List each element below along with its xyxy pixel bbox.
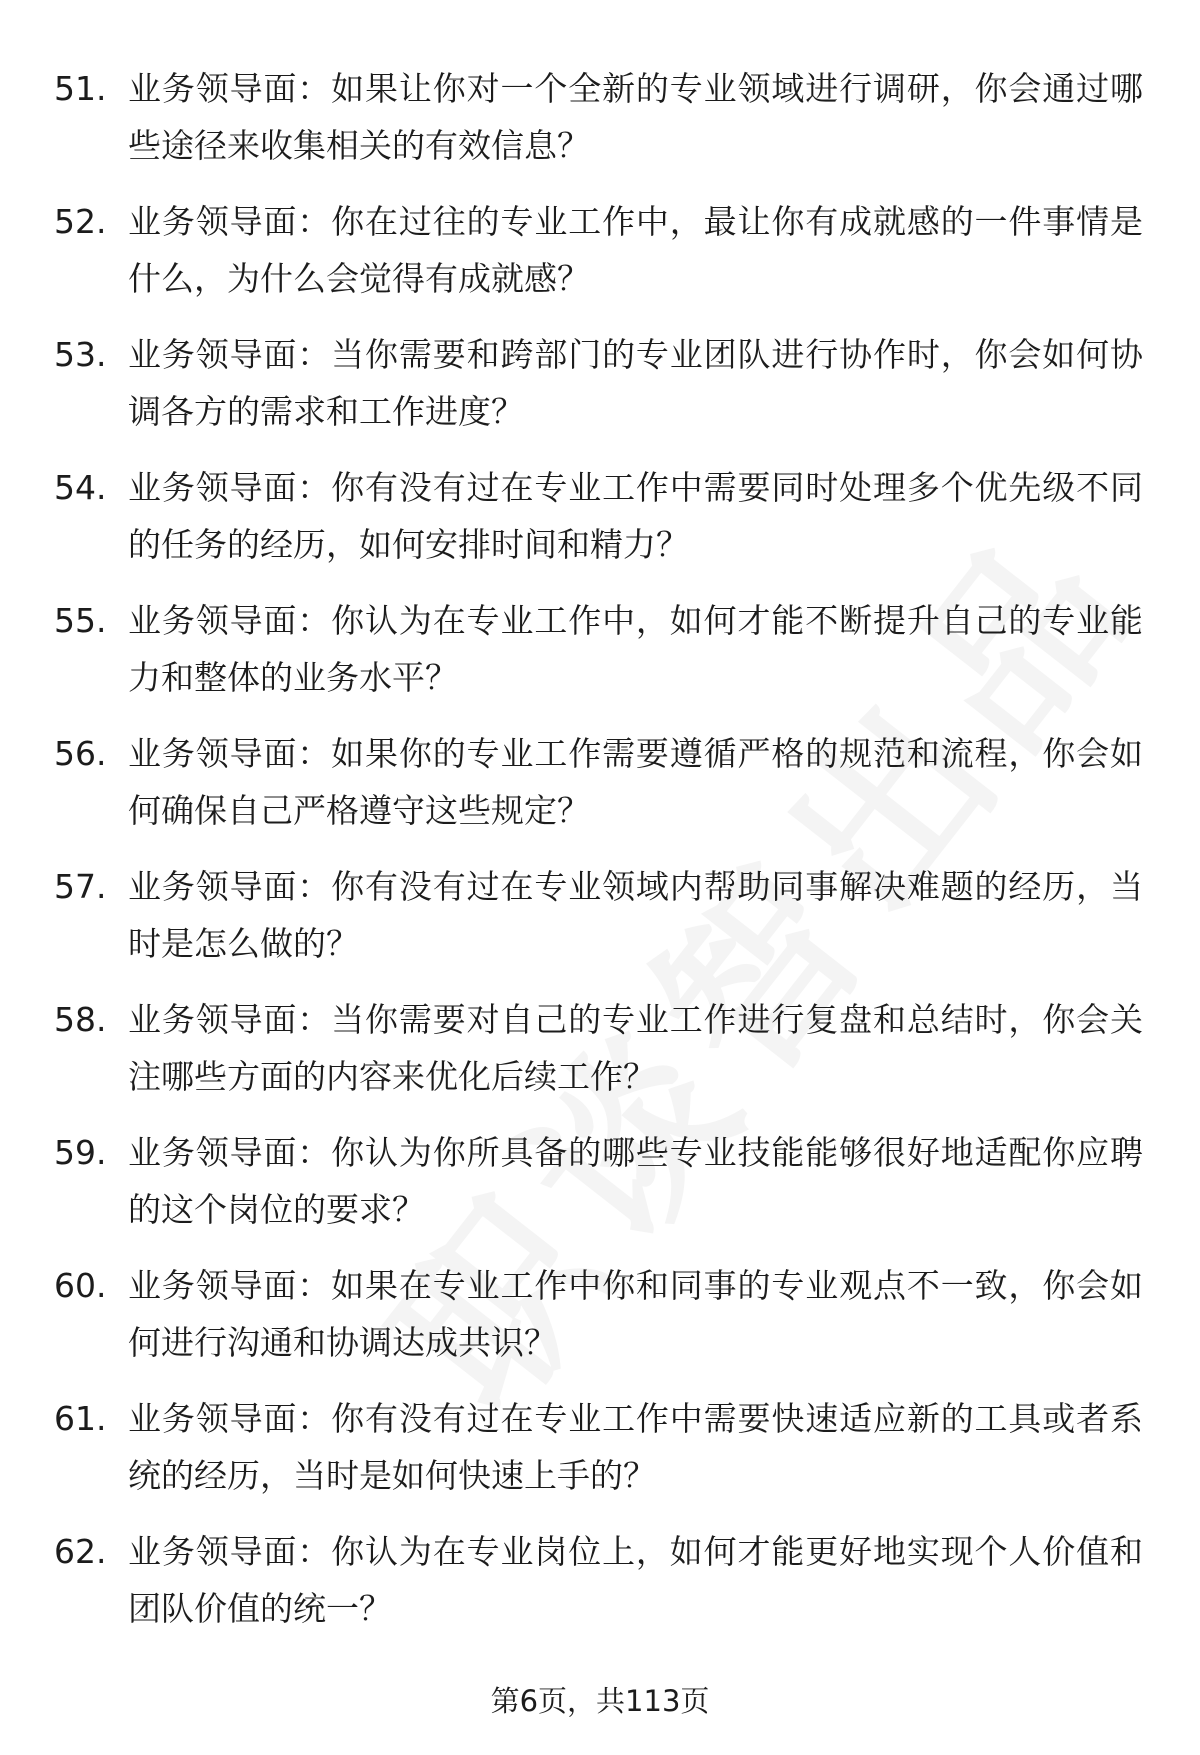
question-number: 56. (54, 734, 107, 773)
question-number: 55. (54, 601, 107, 640)
question-number: 62. (54, 1532, 107, 1571)
question-text: 业务领导面：你有没有过在专业领域内帮助同事解决难题的经历，当时是怎么做的？ (128, 867, 1143, 963)
question-item (0, 1124, 1200, 1257)
question-number: 57. (54, 867, 107, 906)
question-text: 业务领导面：如果你的专业工作需要遵循严格的规范和流程，你会如何确保自己严格遵守这些规定？ (128, 734, 1143, 830)
question-item (0, 592, 1200, 725)
question-item (0, 858, 1200, 991)
question-text: 业务领导面：如果让你对一个全新的专业领域进行调研，你会通过哪些途径来收集相关的有效信息？ (128, 69, 1143, 165)
question-text: 业务领导面：你认为在专业工作中，如何才能不断提升自己的专业能力和整体的业务水平？ (128, 601, 1143, 697)
question-item (0, 326, 1200, 459)
question-text: 业务领导面：你有没有过在专业工作中需要快速适应新的工具或者系统的经历，当时是如何快速上手的？ (128, 1399, 1143, 1495)
question-text: 业务领导面：你认为你所具备的哪些专业技能能够很好地适配你应聘的这个岗位的要求？ (128, 1133, 1143, 1229)
question-number: 52. (54, 202, 107, 241)
question-text: 业务领导面：你有没有过在专业工作中需要同时处理多个优先级不同的任务的经历，如何安排时间和精力？ (128, 468, 1143, 564)
question-item (0, 193, 1200, 326)
question-item (0, 459, 1200, 592)
question-list (0, 60, 1200, 1656)
question-text: 业务领导面：当你需要和跨部门的专业团队进行协作时，你会如何协调各方的需求和工作进度？ (128, 335, 1143, 431)
page-number-footer: 第6页，共113页 (490, 1684, 710, 1718)
question-number: 59. (54, 1133, 107, 1172)
question-number: 51. (54, 69, 107, 108)
question-text: 业务领导面：如果在专业工作中你和同事的专业观点不一致，你会如何进行沟通和协调达成共识？ (128, 1266, 1143, 1362)
question-item (0, 1257, 1200, 1390)
question-text: 业务领导面：你在过往的专业工作中，最让你有成就感的一件事情是什么，为什么会觉得有成就感？ (128, 202, 1143, 298)
question-number: 53. (54, 335, 107, 374)
question-text: 业务领导面：你认为在专业岗位上，如何才能更好地实现个人价值和团队价值的统一？ (128, 1532, 1143, 1628)
question-item (0, 1523, 1200, 1656)
question-number: 61. (54, 1399, 107, 1438)
question-text: 业务领导面：当你需要对自己的专业工作进行复盘和总结时，你会关注哪些方面的内容来优化后续工作？ (128, 1000, 1143, 1096)
question-item (0, 991, 1200, 1124)
question-item (0, 60, 1200, 193)
question-number: 54. (54, 468, 107, 507)
question-item (0, 725, 1200, 858)
question-number: 60. (54, 1266, 107, 1305)
question-number: 58. (54, 1000, 107, 1039)
question-item (0, 1390, 1200, 1523)
